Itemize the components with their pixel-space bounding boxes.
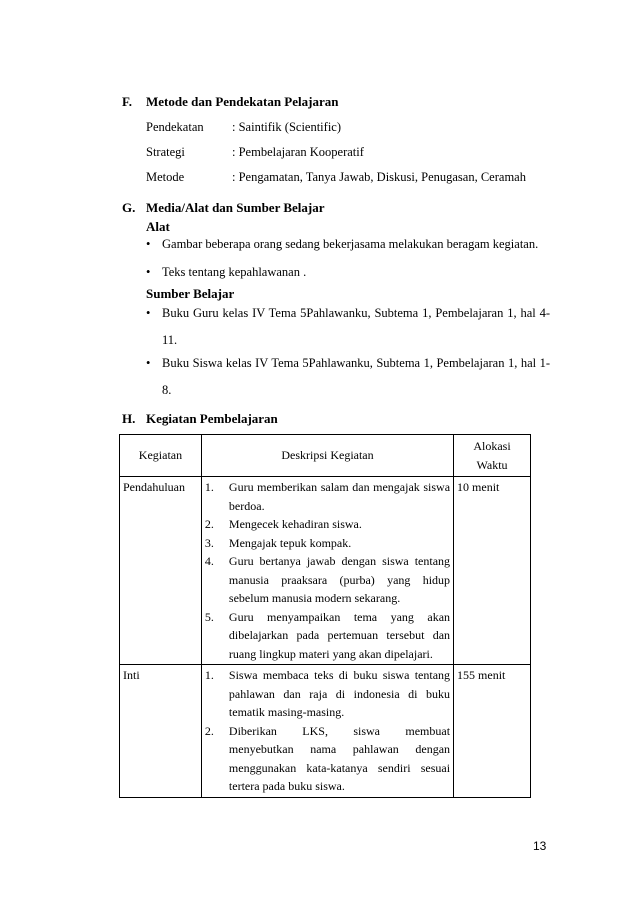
alat-item-text: Gambar beberapa orang sedang bekerjasama melakukan beragam kegiatan. xyxy=(162,237,539,251)
list-item xyxy=(205,722,450,796)
list-item-text: Siswa membaca teks di buku siswa tentang pahlawan dan raja di indonesia di buku tematik masing-masing. xyxy=(228,668,451,719)
deskripsi-cell xyxy=(201,477,453,665)
page-number: 13 xyxy=(533,839,547,853)
deskripsi-list xyxy=(205,666,450,796)
table-row xyxy=(120,477,531,665)
bullet-icon: • xyxy=(146,265,151,279)
list-item xyxy=(205,534,450,553)
list-item-number: 4. xyxy=(204,554,214,568)
section-f-title xyxy=(122,94,338,110)
section-f-heading: Metode dan Pendekatan Pelajaran xyxy=(146,94,339,109)
alat-subtitle: Alat xyxy=(146,219,170,234)
section-g-title xyxy=(122,200,325,216)
list-item-number: 2. xyxy=(204,517,214,531)
header-kegiatan: Kegiatan xyxy=(120,435,202,477)
list-item-number: 1. xyxy=(204,480,214,494)
bullet-icon: • xyxy=(146,237,151,251)
kegiatan-cell: Pendahuluan xyxy=(120,477,202,665)
header-alokasi-waktu: Alokasi Waktu xyxy=(454,435,531,477)
deskripsi-list xyxy=(205,478,450,663)
alat-item-text: Teks tentang kepahlawanan . xyxy=(162,265,307,279)
list-item-number: 3. xyxy=(204,535,214,550)
sumber-item-text: Buku Guru kelas IV Tema 5Pahlawanku, Subtema 1, Pembelajaran 1, hal 4-11. xyxy=(162,306,550,347)
section-h-title xyxy=(122,411,278,427)
list-item xyxy=(205,666,450,722)
kegiatan-table xyxy=(119,434,531,798)
metode-row xyxy=(146,170,526,185)
list-item-text: Mengecek kehadiran siswa. xyxy=(228,517,362,531)
pendekatan-row xyxy=(146,120,341,135)
section-f-letter: F. xyxy=(122,94,132,109)
bullet-icon: • xyxy=(146,356,151,370)
pendekatan-value: : Saintifik (Scientific) xyxy=(232,120,342,134)
list-item-text: Guru memberikan salam dan mengajak siswa berdoa. xyxy=(228,480,451,513)
table-row xyxy=(120,665,531,798)
metode-label: Metode xyxy=(146,170,185,184)
list-item-number: 5. xyxy=(204,609,214,624)
list-item-text: Diberikan LKS, siswa membuat menyebutkan nama pahlawan dengan menggunakan kata-katanya sendiri sesuai tertera pada buku siswa. xyxy=(228,723,451,793)
list-item xyxy=(205,608,450,664)
list-item xyxy=(205,478,450,515)
list-item-number: 1. xyxy=(204,668,214,682)
strategi-label: Strategi xyxy=(146,145,185,159)
sumber-subtitle: Sumber Belajar xyxy=(146,286,235,301)
alat-item xyxy=(146,231,550,258)
list-item xyxy=(205,515,450,534)
waktu-cell: 10 menit xyxy=(454,477,531,665)
table-header-row xyxy=(120,435,531,477)
section-g-heading: Media/Alat dan Sumber Belajar xyxy=(146,200,325,215)
bullet-icon: • xyxy=(146,306,151,320)
list-item xyxy=(205,552,450,608)
pendekatan-label: Pendekatan xyxy=(146,120,204,134)
list-item-text: Mengajak tepuk kompak. xyxy=(228,535,352,550)
section-h-letter: H. xyxy=(122,411,136,426)
sumber-item xyxy=(146,300,550,354)
waktu-cell: 155 menit xyxy=(454,665,531,798)
strategi-value: : Pembelajaran Kooperatif xyxy=(232,145,364,159)
alat-item xyxy=(146,259,550,286)
deskripsi-cell xyxy=(201,665,453,798)
header-deskripsi: Deskripsi Kegiatan xyxy=(201,435,453,477)
metode-value: : Pengamatan, Tanya Jawab, Diskusi, Penugasan, Ceramah xyxy=(232,170,526,184)
list-item-text: Guru menyampaikan tema yang akan dibelajarkan pada pertemuan tersebut dan ruang lingkup materi yang akan dipelajari. xyxy=(228,609,451,661)
sumber-item xyxy=(146,350,550,404)
section-h-heading: Kegiatan Pembelajaran xyxy=(146,411,278,426)
sumber-item-text: Buku Siswa kelas IV Tema 5Pahlawanku, Subtema 1, Pembelajaran 1, hal 1-8. xyxy=(162,356,550,397)
kegiatan-cell: Inti xyxy=(120,665,202,798)
list-item-number: 2. xyxy=(204,723,214,738)
section-g-letter: G. xyxy=(122,200,136,215)
strategi-row xyxy=(146,145,364,160)
list-item-text: Guru bertanya jawab dengan siswa tentang manusia praaksara (purba) yang hidup sebelum manusia modern sekarang. xyxy=(228,554,451,605)
